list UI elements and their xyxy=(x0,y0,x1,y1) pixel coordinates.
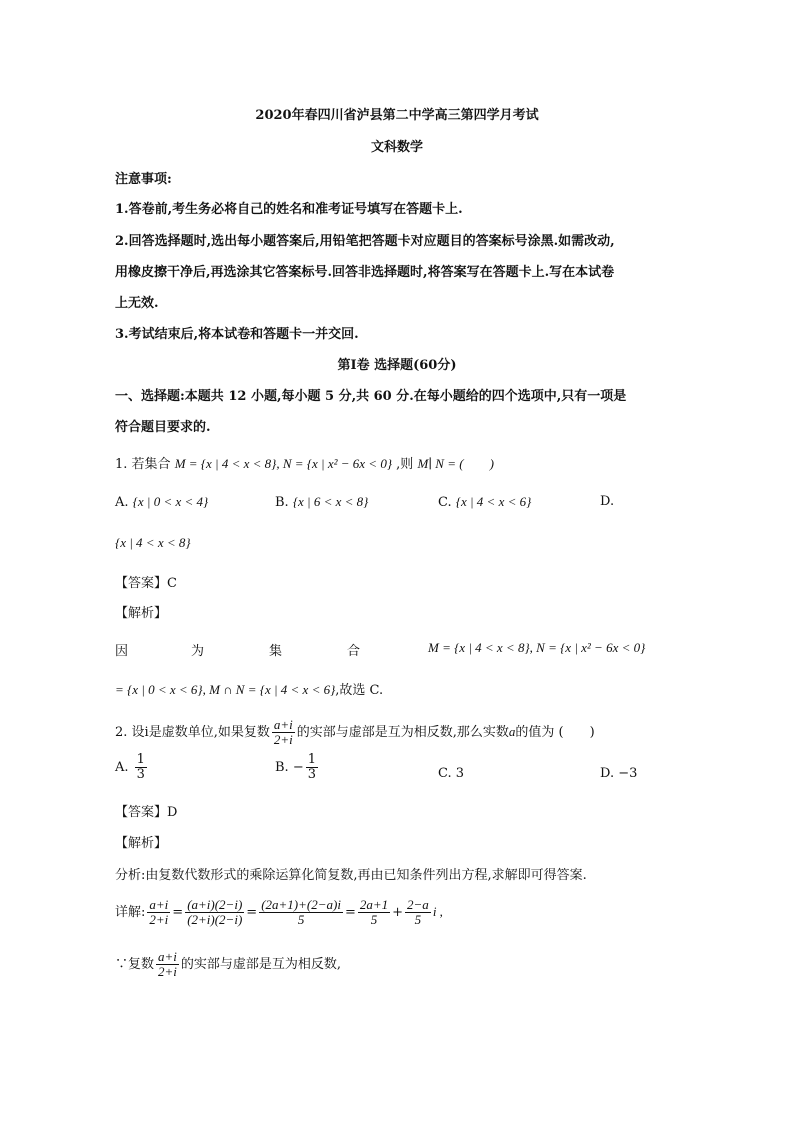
q2-option-a xyxy=(115,753,149,782)
exam-title: 2020年春四川省泸县第二中学高三第四学月考试 xyxy=(255,108,539,123)
q2-detail-frac-1 xyxy=(147,898,170,927)
q2-detail-frac-3-den: 5 xyxy=(297,912,305,927)
q2-option-a-fraction xyxy=(135,753,147,782)
q2-because-line xyxy=(115,950,341,979)
q1-analysis-word-4: 合 xyxy=(347,644,361,659)
q1-option-b-text: {x | 6 < x < 8} xyxy=(292,494,369,509)
q2-option-b-label: B. xyxy=(275,760,289,775)
exam-subject: 文科数学 xyxy=(370,140,423,155)
q1-option-a-label: A. xyxy=(115,495,129,510)
q1-stem xyxy=(115,453,494,472)
q2-detail-frac-5-den: 5 xyxy=(414,912,422,927)
q2-option-b-fraction xyxy=(306,753,318,782)
q1-stem-math: M = {x | 4 < x < 8}, N = {x | x² − 6x < 0} xyxy=(174,456,393,471)
q1-analysis-line-2 xyxy=(115,679,383,698)
q2-option-a-den: 3 xyxy=(136,767,145,782)
q1-analysis-word-3: 集 xyxy=(269,644,283,659)
q2-analysis-text: 分析:由复数代数形式的乘除运算化简复数,再由已知条件列出方程,求解即可得答案. xyxy=(115,868,587,883)
q1-analysis-word-1: 因 xyxy=(115,644,129,659)
q2-suffix-2: 的值为 ( ) xyxy=(515,725,595,740)
q2-option-a-num: 1 xyxy=(136,752,145,767)
q2-option-d xyxy=(600,766,637,781)
q1-prefix: 1. 若集合 xyxy=(115,457,171,472)
q1-option-a-text: {x | 0 < x < 4} xyxy=(132,494,209,509)
notice-item-3: 3.考试结束后,将本试卷和答题卡一并交回. xyxy=(115,327,359,342)
q1-analysis-math-1: M = {x | 4 < x < 8}, N = {x | x² − 6x < 0} xyxy=(428,640,646,655)
q2-option-c-text: 3 xyxy=(455,766,465,781)
notice-item-1: 1.答卷前,考生务必将自己的姓名和准考证号填写在答题卡上. xyxy=(115,202,463,217)
q2-option-b-sign: − xyxy=(292,760,304,775)
q1-analysis-math-2: = {x | 0 < x < 6}, M ∩ N = {x | 4 < x < 6} xyxy=(115,682,336,697)
q2-fraction-den: 2+i xyxy=(273,732,293,747)
q1-option-b-label: B. xyxy=(275,495,289,510)
q2-detail-label: 详解: xyxy=(115,905,146,920)
q2-option-d-text: −3 xyxy=(618,766,638,781)
q2-detail-tail: i , xyxy=(432,904,443,919)
q1-suffix: ,则 xyxy=(396,457,414,472)
q1-option-d-text: {x | 4 < x < 8} xyxy=(115,535,191,550)
q2-prefix: 2. 设i是虚数单位,如果复数 xyxy=(115,725,270,740)
q1-ask: M∣ N = ( ) xyxy=(417,456,494,471)
q2-detail-frac-5 xyxy=(405,898,431,927)
q2-because-den: 2+i xyxy=(158,964,177,979)
q1-option-a xyxy=(115,494,208,510)
q2-detail-line: 详解: $\frac{a+i}{2+i}$ = $\frac{(a+i)(2-i)}{(2+i)(2-i)}$ = $\frac{(2a+1)+(2-a)i}{5}$ = $\frac{2a+1}{5}$ + $\frac{2-a}{5}$ i , xyxy=(115,897,443,927)
q2-detail-frac-3 xyxy=(259,898,343,927)
q2-detail-frac-4 xyxy=(358,898,390,927)
q2-detail-frac-5-num: 2−a xyxy=(407,897,429,912)
q2-because-num: a+i xyxy=(158,949,177,964)
q1-option-d-label: D. xyxy=(600,494,615,509)
q2-fraction xyxy=(272,718,295,747)
q1-option-c xyxy=(438,494,531,510)
q2-option-c xyxy=(438,766,464,781)
notice-item-2b: 用橡皮擦干净后,再选涂其它答案标号.回答非选择题时,将答案写在答题卡上.写在本试卷 xyxy=(115,265,615,280)
q2-option-a-label: A. xyxy=(115,760,129,775)
notice-item-2a: 2.回答选择题时,选出每小题答案后,用铅笔把答题卡对应题目的答案标号涂黑.如需改动, xyxy=(115,234,615,249)
q2-var-a: a xyxy=(508,724,516,739)
q2-option-d-label: D. xyxy=(600,766,615,781)
q2-analysis-heading: 【解析】 xyxy=(115,836,168,851)
q2-detail-frac-1-num: a+i xyxy=(149,897,169,912)
q2-detail-frac-4-den: 5 xyxy=(370,912,378,927)
q2-stem xyxy=(115,718,595,747)
q1-answer: 【答案】C xyxy=(115,576,177,591)
q1-option-b xyxy=(275,494,368,510)
q2-option-b-num: 1 xyxy=(307,752,317,767)
section-desc-a: 一、选择题:本题共 12 小题,每小题 5 分,共 60 分.在每小题给的四个选项中,只有一项是 xyxy=(115,389,627,404)
notice-heading: 注意事项: xyxy=(115,172,172,187)
q2-detail-frac-4-num: 2a+1 xyxy=(359,897,389,912)
q2-detail-frac-3-num: (2a+1)+(2−a)i xyxy=(261,897,341,912)
q2-because-fraction xyxy=(156,950,179,979)
q1-option-c-text: {x | 4 < x < 6} xyxy=(455,494,532,509)
q1-analysis-word-2: 为 xyxy=(191,644,205,659)
q2-detail-frac-2-num: (a+i)(2−i) xyxy=(187,897,243,912)
q2-fraction-num: a+i xyxy=(273,717,293,732)
q2-because-prefix: ∵复数 xyxy=(115,957,155,972)
q2-detail-frac-1-den: 2+i xyxy=(149,912,169,927)
q1-analysis-end: ,故选 C. xyxy=(335,683,384,698)
q2-because-suffix: 的实部与虚部是互为相反数, xyxy=(180,957,342,972)
q2-suffix: 的实部与虚部是互为相反数,那么实数 xyxy=(296,725,509,740)
section-desc-b: 符合题目要求的. xyxy=(115,420,211,435)
q2-detail-frac-2 xyxy=(185,898,244,927)
section-title: 第Ⅰ卷 选择题(60分) xyxy=(337,358,457,373)
q1-option-c-label: C. xyxy=(438,495,452,510)
q2-option-c-label: C. xyxy=(438,766,452,781)
q1-analysis-heading: 【解析】 xyxy=(115,606,168,621)
q2-option-b xyxy=(275,753,320,782)
q2-answer: 【答案】D xyxy=(115,805,178,820)
q2-option-b-den: 3 xyxy=(307,767,317,782)
notice-item-2c: 上无效. xyxy=(115,296,159,311)
q2-detail-frac-2-den: (2+i)(2−i) xyxy=(187,912,243,927)
